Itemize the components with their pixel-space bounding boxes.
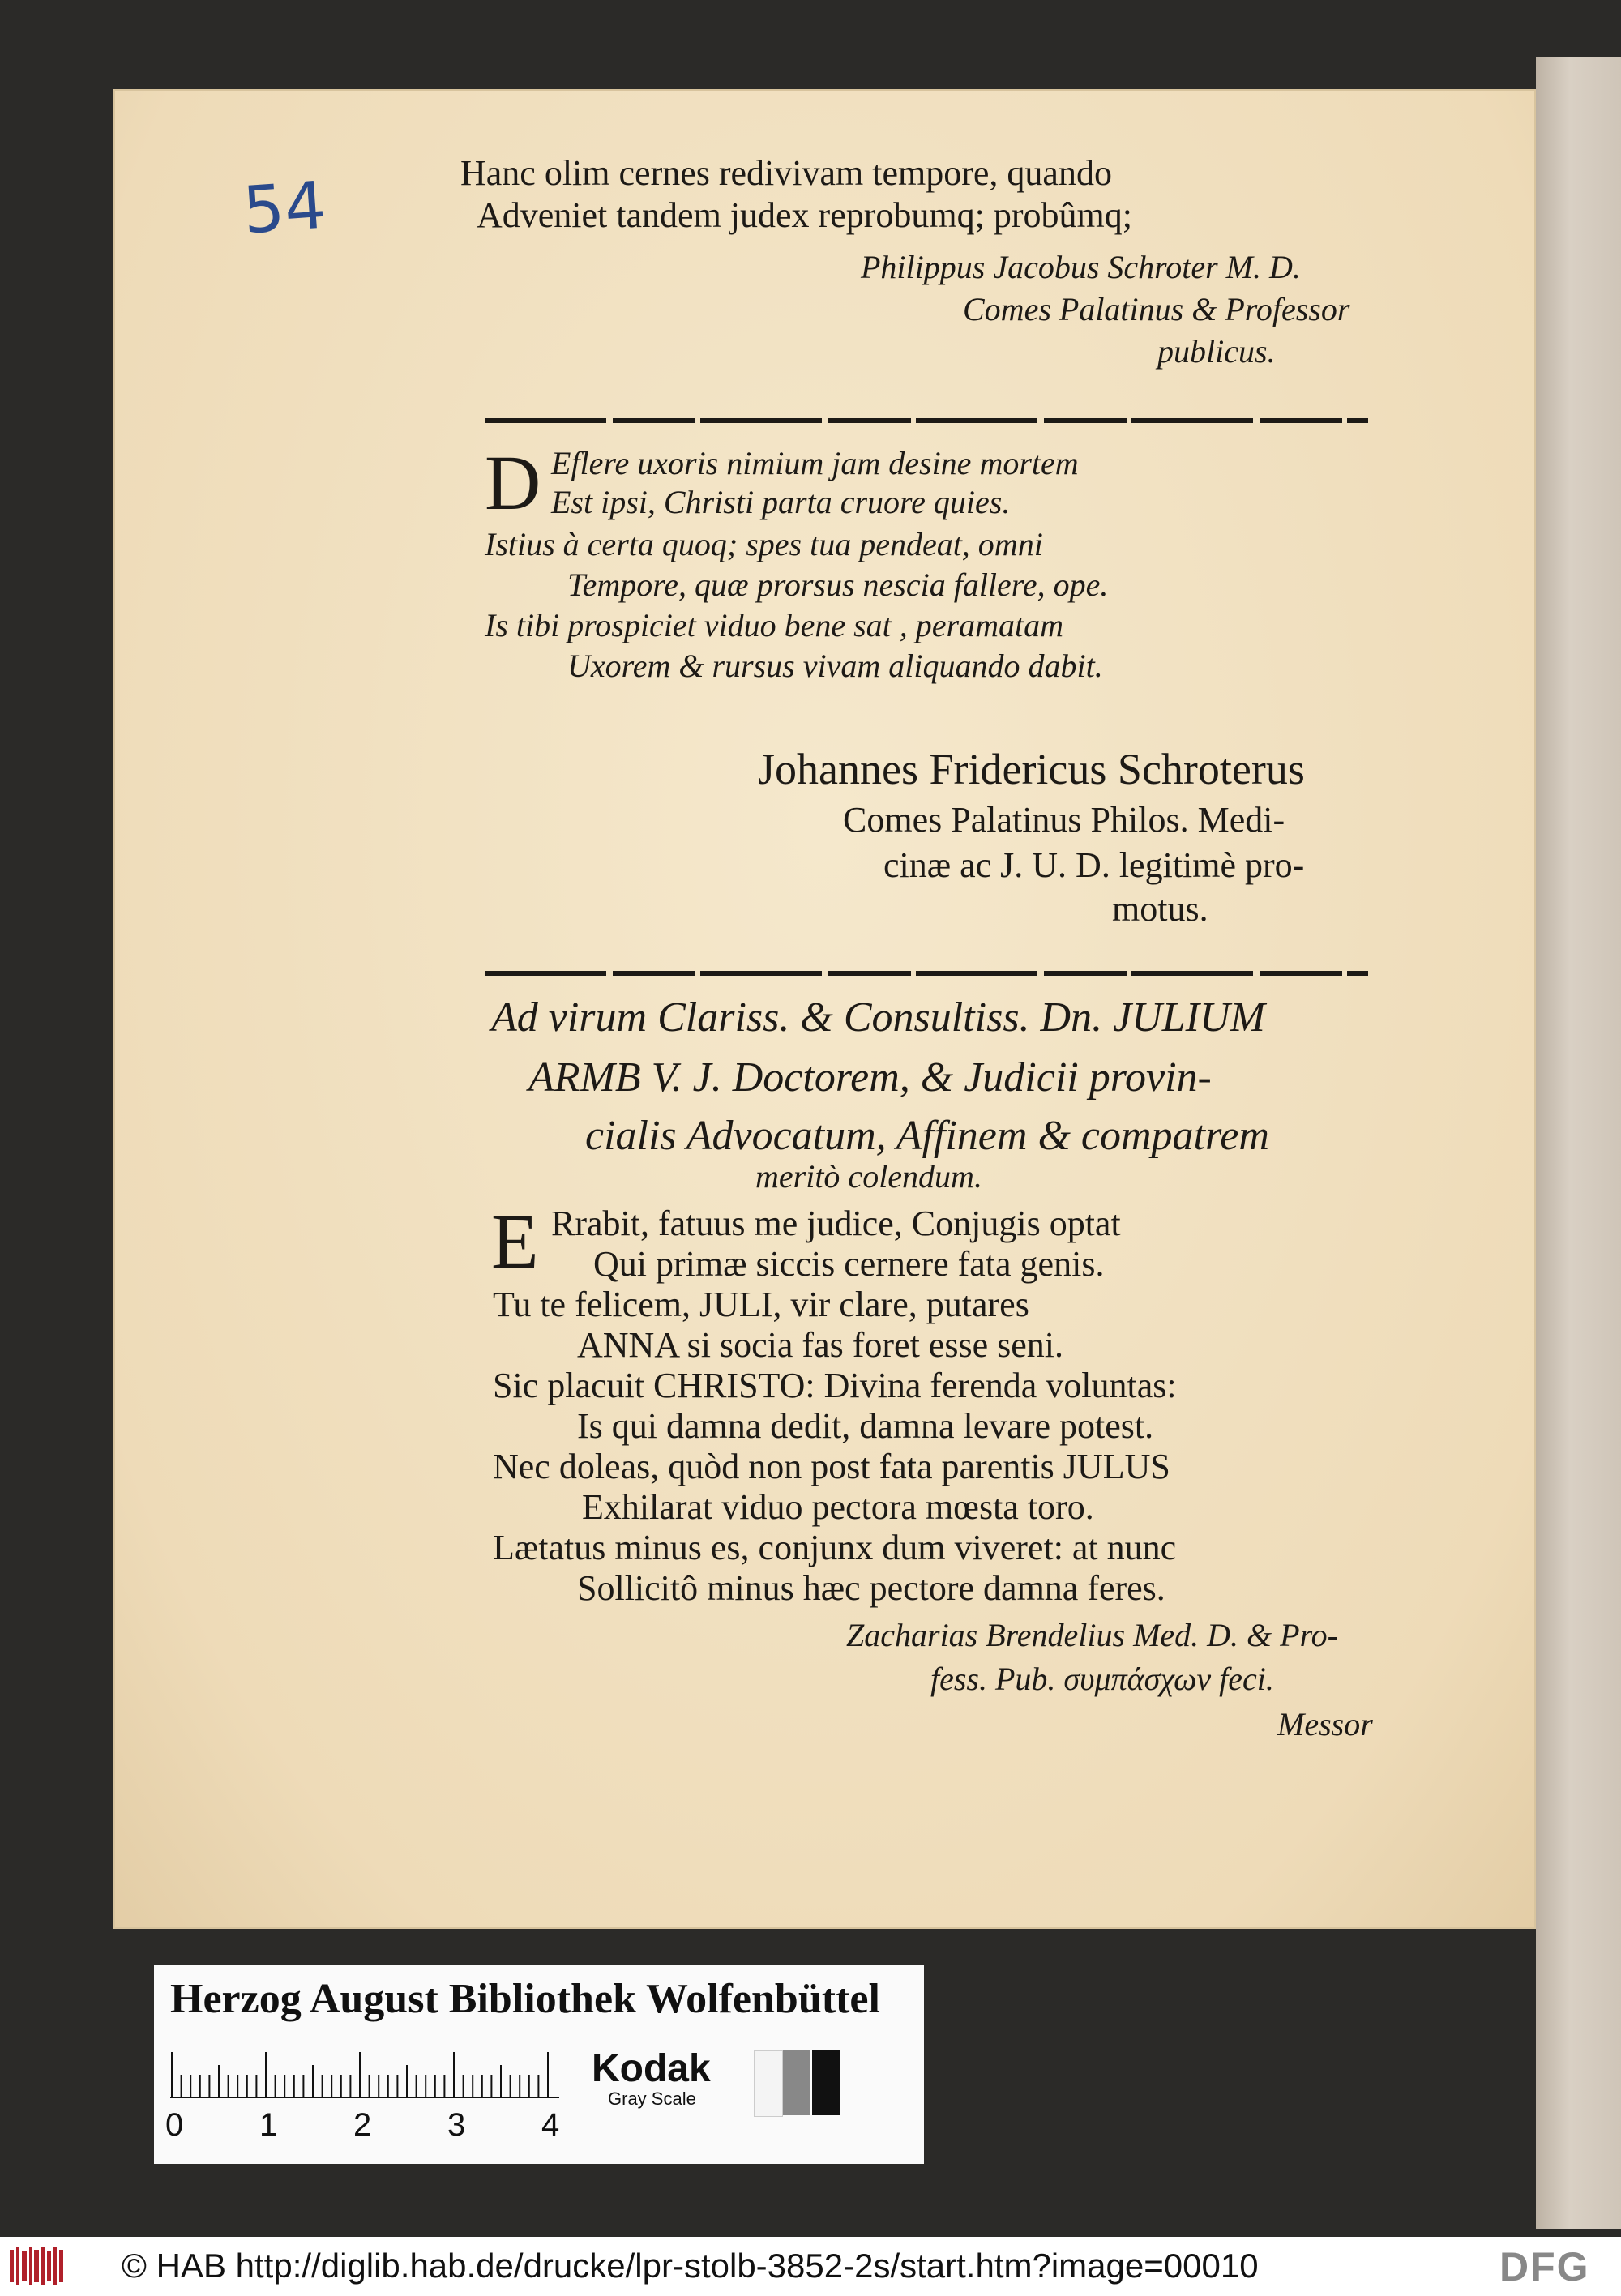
poem3-signature-line2: fess. Pub. συμπάσχων feci. <box>930 1661 1274 1697</box>
poem2-signature-line3: cinæ ac J. U. D. legitimè pro- <box>883 845 1305 885</box>
hab-logo-icon <box>8 2245 65 2287</box>
footer-source-link[interactable]: © HAB http://diglib.hab.de/drucke/lpr-stolb-3852-2s/start.htm?image=00010 <box>122 2247 1259 2285</box>
poem3-line1: Rrabit, fatuus me judice, Conjugis optat <box>551 1204 1121 1243</box>
poem1-line1: Hanc olim cernes redivivam tempore, quando <box>460 153 1112 193</box>
kodak-gray-scale-text: Gray Scale <box>608 2089 696 2109</box>
poem3-signature-line1: Zacharias Brendelius Med. D. & Pro- <box>846 1617 1338 1653</box>
catchword: Messor <box>1277 1706 1373 1742</box>
poem2-line6: Uxorem & rursus vivam aliquando dabit. <box>567 648 1103 684</box>
ruler-scale <box>170 2050 559 2099</box>
ruler-number-2: 2 <box>353 2107 372 2143</box>
poem1-signature-title2: publicus. <box>1157 333 1276 370</box>
poem3-line10: Sollicitô minus hæc pectore damna feres. <box>577 1568 1165 1608</box>
dfg-logo: DFG <box>1499 2244 1590 2290</box>
poem3-dropcap: E <box>491 1198 539 1285</box>
poem3-heading-line1: Ad virum Clariss. & Consultiss. Dn. JULIUM <box>491 994 1265 1041</box>
label-title: Herzog August Bibliothek Wolfenbüttel <box>170 1976 880 2022</box>
kodak-logo: Kodak <box>592 2047 711 2090</box>
poem2-line1: Eflere uxoris nimium jam desine mortem <box>551 445 1079 481</box>
poem1-line2: Adveniet tandem judex reprobumq; probûmq; <box>477 195 1132 235</box>
poem3-line4: ANNA si socia fas foret esse seni. <box>577 1325 1063 1365</box>
footer-bar <box>0 2237 1621 2296</box>
poem1-signature-title: Comes Palatinus & Professor <box>963 291 1350 327</box>
poem2-line2: Est ipsi, Christi parta cruore quies. <box>551 484 1011 520</box>
poem2-line3: Istius à certa quoq; spes tua pendeat, omni <box>485 526 1043 562</box>
poem2-signature-name: Johannes Fridericus Schroterus <box>758 745 1305 793</box>
poem3-heading-line3: cialis Advocatum, Affinem & compatrem <box>585 1113 1269 1159</box>
poem3-heading-line2: ARMB V. J. Doctorem, & Judicii provin- <box>528 1054 1212 1101</box>
poem3-line3: Tu te felicem, JULI, vir clare, putares <box>493 1285 1029 1324</box>
ruler-number-1: 1 <box>259 2107 278 2143</box>
poem3-line7: Nec doleas, quòd non post fata parentis JULUS <box>493 1447 1170 1486</box>
gray-patch-white <box>754 2050 783 2117</box>
poem2-dropcap: D <box>485 439 541 526</box>
ruler-number-3: 3 <box>447 2107 466 2143</box>
poem2-signature-line2: Comes Palatinus Philos. Medi- <box>843 800 1285 840</box>
gray-patch-black <box>812 2050 840 2115</box>
poem3-line8: Exhilarat viduo pectora mœsta toro. <box>582 1487 1094 1527</box>
poem3-line5: Sic placuit CHRISTO: Divina ferenda voluntas: <box>493 1366 1177 1405</box>
section-divider <box>485 971 1368 976</box>
poem3-heading-line4: meritò colendum. <box>755 1158 982 1195</box>
poem3-line2: Qui primæ siccis cernere fata genis. <box>593 1244 1105 1284</box>
gray-patch-mid <box>783 2050 810 2115</box>
poem3-line9: Lætatus minus es, conjunx dum viveret: at nunc <box>493 1528 1177 1567</box>
poem2-signature-line4: motus. <box>1112 889 1208 929</box>
section-divider <box>485 418 1368 423</box>
poem2-line5: Is tibi prospiciet viduo bene sat , peramatam <box>485 607 1063 643</box>
poem2-line4: Tempore, quæ prorsus nescia fallere, ope. <box>567 567 1109 603</box>
library-scale-label <box>154 1965 924 2164</box>
manuscript-page-number: 54 <box>240 167 328 249</box>
poem3-line6: Is qui damna dedit, damna levare potest. <box>577 1406 1154 1446</box>
poem1-signature-name: Philippus Jacobus Schroter M. D. <box>861 249 1301 285</box>
ruler-number-0: 0 <box>165 2107 184 2143</box>
ruler-number-4: 4 <box>541 2107 560 2143</box>
adjacent-page-edge <box>1536 57 1621 2229</box>
